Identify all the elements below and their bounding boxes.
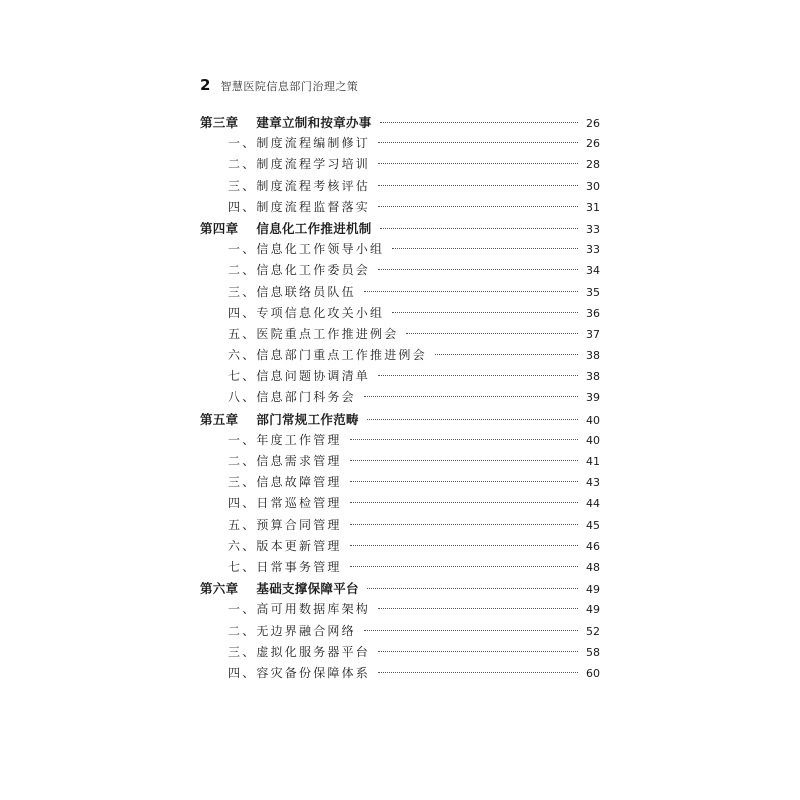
page-ref: 40 [586, 433, 600, 447]
dot-leader [350, 481, 578, 482]
section-title: 四、专项信息化攻关小组 [228, 305, 385, 320]
section-title: 三、信息联络员队伍 [228, 284, 356, 299]
dot-leader [350, 439, 578, 440]
dot-leader [380, 228, 578, 229]
toc-section-entry [200, 345, 600, 366]
page-ref: 37 [586, 327, 600, 341]
toc-section-entry [200, 239, 600, 260]
toc-section-entry [200, 282, 600, 303]
toc-section-entry [200, 430, 600, 451]
dot-leader [378, 163, 578, 164]
section-title: 四、日常巡检管理 [228, 496, 342, 511]
page-ref: 46 [586, 539, 600, 553]
toc-section-entry [200, 642, 600, 663]
dot-leader [350, 460, 578, 461]
table-of-contents [200, 112, 600, 684]
dot-leader [406, 333, 578, 334]
page-ref: 45 [586, 518, 600, 532]
dot-leader [378, 269, 578, 270]
page-ref: 39 [586, 391, 600, 405]
chapter-label: 第六章 [200, 581, 239, 597]
toc-section-entry [200, 599, 600, 620]
page-ref: 60 [586, 666, 600, 680]
page-ref: 49 [586, 583, 600, 597]
section-title: 五、预算合同管理 [228, 517, 342, 532]
dot-leader [378, 142, 578, 143]
toc-chapter-entry [200, 578, 600, 599]
page-ref: 35 [586, 285, 600, 299]
page-ref: 38 [586, 370, 600, 384]
chapter-title: 基础支撑保障平台 [256, 581, 359, 597]
page-ref: 26 [586, 117, 600, 130]
page-ref: 28 [586, 158, 600, 172]
dot-leader [364, 291, 578, 292]
section-title: 二、制度流程学习培训 [228, 157, 371, 172]
page-ref: 34 [586, 264, 600, 278]
dot-leader [392, 248, 578, 249]
dot-leader [378, 672, 578, 673]
toc-chapter-entry [200, 218, 600, 239]
dot-leader [435, 354, 578, 355]
toc-section-entry [200, 324, 600, 345]
section-title: 一、高可用数据库架构 [228, 602, 371, 617]
section-title: 一、制度流程编制修订 [228, 136, 371, 151]
section-title: 七、信息问题协调清单 [228, 369, 371, 384]
chapter-title: 信息化工作推进机制 [256, 220, 372, 236]
page-ref: 40 [586, 413, 600, 427]
toc-chapter-entry [200, 409, 600, 430]
section-title: 四、制度流程监督落实 [228, 199, 371, 214]
toc-section-entry [200, 387, 600, 408]
dot-leader [367, 588, 578, 589]
section-title: 一、信息化工作领导小组 [228, 242, 385, 257]
section-title: 五、医院重点工作推进例会 [228, 326, 399, 341]
section-title: 二、信息化工作委员会 [228, 263, 371, 278]
toc-section-entry [200, 557, 600, 578]
dot-leader [392, 312, 578, 313]
toc-section-entry [200, 303, 600, 324]
toc-section-entry [200, 366, 600, 387]
section-title: 三、制度流程考核评估 [228, 178, 371, 193]
section-title: 七、日常事务管理 [228, 559, 342, 574]
chapter-title: 建章立制和按章办事 [256, 115, 372, 130]
toc-section-entry [200, 176, 600, 197]
toc-section-entry [200, 536, 600, 557]
page-ref: 44 [586, 497, 600, 511]
dot-leader [350, 545, 578, 546]
dot-leader [350, 524, 578, 525]
page-ref: 31 [586, 200, 600, 214]
section-title: 三、虚拟化服务器平台 [228, 644, 371, 659]
toc-section-entry [200, 133, 600, 154]
section-title: 二、无边界融合网络 [228, 623, 356, 638]
page-ref: 58 [586, 645, 600, 659]
dot-leader [378, 375, 578, 376]
toc-section-entry [200, 493, 600, 514]
section-title: 八、信息部门科务会 [228, 390, 356, 405]
page-ref: 30 [586, 179, 600, 193]
dot-leader [378, 206, 578, 207]
toc-chapter-entry [200, 112, 600, 133]
page-ref: 52 [586, 624, 600, 638]
toc-section-entry [200, 621, 600, 642]
toc-section-entry [200, 197, 600, 218]
page-ref: 49 [586, 603, 600, 617]
toc-section-entry [200, 515, 600, 536]
toc-section-entry [200, 260, 600, 281]
chapter-label: 第四章 [200, 220, 239, 236]
toc-section-entry [200, 663, 600, 684]
page-ref: 41 [586, 455, 600, 468]
toc-section-entry [200, 472, 600, 493]
page-ref: 33 [586, 243, 600, 257]
page-ref: 43 [586, 476, 600, 490]
page-ref: 36 [586, 306, 600, 320]
section-title: 六、信息部门重点工作推进例会 [228, 348, 427, 363]
dot-leader [364, 630, 578, 631]
section-title: 四、容灾备份保障体系 [228, 665, 371, 680]
dot-leader [364, 396, 578, 397]
book-title: 智慧医院信息部门治理之策 [220, 80, 359, 93]
dot-leader [378, 651, 578, 652]
chapter-label: 第三章 [200, 115, 239, 130]
chapter-title: 部门常规工作范畴 [256, 411, 359, 427]
section-title: 六、版本更新管理 [228, 538, 342, 553]
dot-leader [378, 608, 578, 609]
page-ref: 38 [586, 349, 600, 363]
page-number: 2 [200, 76, 211, 94]
page-ref: 48 [586, 560, 600, 574]
section-title: 三、信息故障管理 [228, 475, 342, 490]
dot-leader [350, 502, 578, 503]
chapter-label: 第五章 [200, 411, 239, 427]
dot-leader [350, 566, 578, 567]
toc-section-entry [200, 154, 600, 175]
section-title: 二、信息需求管理 [228, 454, 342, 468]
page-ref: 26 [586, 137, 600, 151]
section-title: 一、年度工作管理 [228, 432, 342, 447]
page-ref: 33 [586, 222, 600, 236]
dot-leader [367, 419, 578, 420]
toc-section-entry [200, 451, 600, 472]
dot-leader [378, 185, 578, 186]
dot-leader [380, 122, 578, 123]
running-header [200, 76, 358, 94]
